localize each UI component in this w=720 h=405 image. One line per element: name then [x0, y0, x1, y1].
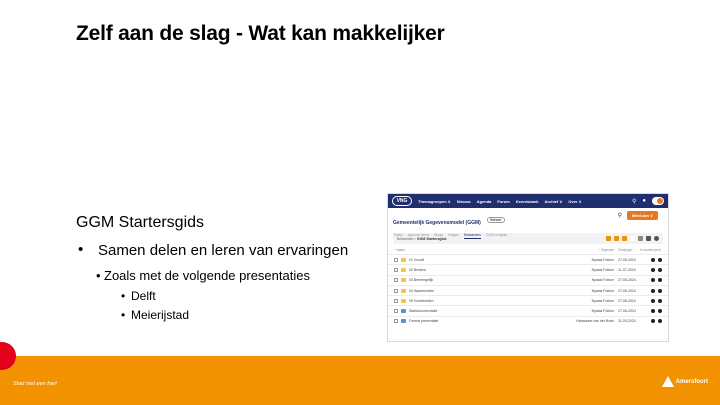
row-checkbox[interactable] — [394, 258, 398, 262]
bullet-level1: • Samen delen en leren van ervaringen — [76, 242, 376, 259]
group-title: Gemeentelijk Gegevensmodel (GGM) — [393, 220, 481, 226]
table-row[interactable] — [388, 305, 668, 315]
breadcrumb-root[interactable]: Bestanden — [397, 236, 414, 241]
amersfoort-mark-icon — [662, 376, 674, 387]
header-search-icon[interactable]: ⚲ — [617, 213, 622, 219]
nav-item-kennisbank[interactable]: Kennisbank — [515, 198, 539, 204]
document-icon — [401, 319, 406, 323]
breadcrumb: Bestanden › GGM Startersgids — [397, 236, 447, 241]
top-nav — [388, 194, 668, 208]
embedded-screenshot — [387, 193, 669, 342]
slide-title: Zelf aan de slag - Wat kan makkelijker — [76, 22, 445, 45]
nav-item-forum[interactable]: Forum — [497, 198, 510, 204]
bullet-meierijstad: • Meierijstad — [76, 308, 376, 322]
group-header — [388, 208, 668, 237]
breadcrumb-current: GGM Startersgids — [416, 236, 447, 241]
slide-content — [76, 214, 376, 327]
col-owner[interactable]: ↑ Eigenaar — [598, 248, 614, 252]
tab-vragen[interactable]: Vragen — [447, 233, 460, 237]
link-icon[interactable] — [658, 319, 662, 323]
file-name[interactable]: 05 Voorbeelden — [409, 298, 434, 303]
file-name[interactable]: Startdocumentatie — [409, 309, 438, 314]
row-checkbox[interactable] — [394, 268, 398, 272]
folder-icon — [401, 278, 406, 282]
bullet-level2: • Zoals met de volgende presentaties — [76, 268, 376, 283]
table-row[interactable] — [388, 254, 668, 264]
file-owner: Nyasia Foltum — [591, 288, 614, 293]
table-row[interactable] — [388, 316, 668, 326]
nav-item-archief[interactable]: Archief ∨ — [544, 198, 563, 204]
table-row[interactable] — [388, 275, 668, 285]
globe-icon[interactable] — [658, 268, 662, 272]
file-name[interactable]: 04 Waarmorden — [409, 288, 434, 293]
bullet-delft: • Delft — [76, 289, 376, 303]
avatar[interactable] — [652, 197, 664, 205]
row-checkbox[interactable] — [394, 319, 398, 323]
globe-icon[interactable] — [658, 258, 662, 262]
footer-bar — [0, 356, 720, 405]
link-icon[interactable] — [658, 309, 662, 313]
tab-bestanden[interactable]: Bestanden — [464, 233, 481, 237]
file-owner: Nyasia Foltum — [591, 298, 614, 303]
tab-tijdlijn[interactable]: Tijdlijn — [393, 233, 403, 237]
vng-logo[interactable]: VNG — [392, 196, 412, 206]
member-chip[interactable]: Beheer — [487, 217, 504, 223]
file-list-header — [388, 244, 668, 254]
col-name[interactable]: ↑ Naam — [394, 248, 405, 252]
follow-icon[interactable] — [651, 309, 655, 313]
row-checkbox[interactable] — [394, 309, 398, 313]
file-date: 11-09-2024 — [618, 319, 636, 324]
tab-ggm-insights[interactable]: GGM Insights — [485, 233, 508, 237]
globe-icon[interactable] — [658, 278, 662, 282]
file-name[interactable]: 02 Beslent — [409, 267, 426, 272]
footer-tagline: Stad met een hart — [13, 381, 57, 387]
folder-icon — [401, 258, 406, 262]
folder-icon — [401, 299, 406, 303]
file-list — [388, 254, 668, 326]
folder-icon — [401, 289, 406, 293]
nav-item-nieuws[interactable]: Nieuws — [456, 198, 471, 204]
bell-icon[interactable]: ● — [642, 198, 646, 204]
file-date: 27-06-2024 — [618, 288, 636, 293]
row-checkbox[interactable] — [394, 278, 398, 282]
follow-icon[interactable] — [651, 299, 655, 303]
tab-blogs[interactable]: Blogs — [434, 233, 443, 237]
follow-icon[interactable] — [651, 319, 655, 323]
document-icon — [401, 309, 406, 313]
follow-icon[interactable] — [651, 278, 655, 282]
table-row[interactable] — [388, 285, 668, 295]
meld-aan-button[interactable]: Meld aan ∨ — [627, 211, 658, 220]
search-icon[interactable]: ⚲ — [631, 198, 637, 205]
file-date: 27-06-2024 — [618, 257, 636, 262]
file-owner: Nyasia Foltum — [591, 309, 614, 314]
col-actions: # voorkeur(en) — [640, 248, 661, 252]
table-row[interactable] — [388, 264, 668, 274]
table-row[interactable] — [388, 295, 668, 305]
follow-icon[interactable] — [651, 258, 655, 262]
row-checkbox[interactable] — [394, 299, 398, 303]
file-name[interactable]: 03 Beheergelijk — [409, 278, 434, 283]
folder-icon — [401, 268, 406, 272]
row-checkbox[interactable] — [394, 289, 398, 293]
file-name[interactable]: Format presentatie — [409, 319, 439, 324]
file-owner: Nyasia Foltum — [591, 278, 614, 283]
brand-name: Amersfoort — [675, 378, 708, 385]
nav-item-agenda[interactable]: Agenda — [476, 198, 492, 204]
file-date: 27-06-2024 — [618, 278, 636, 283]
file-owner: Nyasia Foltum — [591, 257, 614, 262]
file-date: 11-07-2024 — [618, 267, 636, 272]
nav-item-themagroepen[interactable]: Themagroepen ∨ — [418, 198, 451, 204]
amersfoort-logo — [662, 376, 708, 387]
section-heading: GGM Startersgids — [76, 214, 205, 231]
globe-icon[interactable] — [658, 289, 662, 293]
file-date: 27-06-2024 — [618, 298, 636, 303]
follow-icon[interactable] — [651, 289, 655, 293]
tab-agenda-items[interactable]: Agenda items — [407, 233, 430, 237]
file-owner: Nyasia Foltum — [591, 267, 614, 272]
file-name[interactable]: 01 Vooraf — [409, 257, 424, 262]
file-owner: Hanaanne van der Boek — [576, 319, 614, 324]
group-tabs — [393, 233, 663, 239]
nav-item-over[interactable]: Over ∨ — [568, 198, 582, 204]
file-date: 27-06-2024 — [618, 309, 636, 314]
follow-icon[interactable] — [651, 268, 655, 272]
col-date[interactable]: Gewijzigd ↑ — [618, 248, 635, 252]
globe-icon[interactable] — [658, 299, 662, 303]
